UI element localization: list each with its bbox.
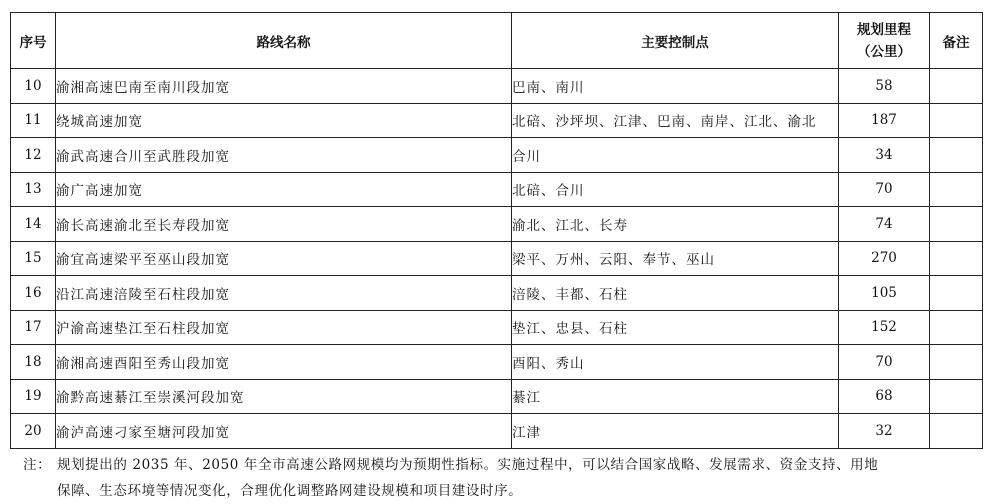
cell-remark [930,345,983,380]
cell-no: 16 [11,276,56,311]
cell-no: 20 [11,414,56,449]
cell-planned-length: 105 [839,276,930,311]
cell-remark [930,69,983,104]
cell-no: 13 [11,172,56,207]
cell-planned-length: 34 [839,138,930,173]
cell-control-points: 北碚、沙坪坝、江津、巴南、南岸、江北、渝北 [512,103,839,138]
cell-remark [930,276,983,311]
table-row [11,276,983,311]
cell-route-name: 渝长高速渝北至长寿段加宽 [56,207,512,242]
cell-remark [930,103,983,138]
table-row [11,379,983,414]
cell-route-name: 渝泸高速刁家至塘河段加宽 [56,414,512,449]
table-row [11,241,983,276]
cell-control-points: 綦江 [512,379,839,414]
table-row [11,103,983,138]
cell-remark [930,172,983,207]
cell-planned-length: 70 [839,172,930,207]
footnote-text-line2: 保障、生态环境等情况变化，合理优化调整路网建设规模和项目建设时序。 [57,483,523,499]
table-header-row [11,13,983,69]
header-control-points: 主要控制点 [512,13,839,69]
cell-control-points: 合川 [512,138,839,173]
footnote [23,452,978,504]
cell-route-name: 渝湘高速酉阳至秀山段加宽 [56,345,512,380]
header-planned-length [839,13,930,69]
header-route-name: 路线名称 [56,13,512,69]
cell-route-name: 渝宜高速梁平至巫山段加宽 [56,241,512,276]
highway-plan-table [10,12,983,449]
cell-control-points: 巴南、南川 [512,69,839,104]
header-planned-length-line2: （公里） [857,43,911,60]
cell-planned-length: 152 [839,310,930,345]
cell-planned-length: 70 [839,345,930,380]
footnote-label: 注： [23,457,52,473]
cell-route-name: 沪渝高速垫江至石柱段加宽 [56,310,512,345]
table-row [11,310,983,345]
table-body [11,69,983,449]
cell-no: 15 [11,241,56,276]
cell-control-points: 酉阳、秀山 [512,345,839,380]
table-row [11,207,983,242]
cell-remark [930,138,983,173]
cell-route-name: 绕城高速加宽 [56,103,512,138]
footnote-line1 [23,452,978,478]
cell-no: 17 [11,310,56,345]
cell-no: 12 [11,138,56,173]
cell-remark [930,241,983,276]
cell-control-points: 江津 [512,414,839,449]
cell-control-points: 渝北、江北、长寿 [512,207,839,242]
table-row [11,345,983,380]
cell-control-points: 北碚、合川 [512,172,839,207]
cell-remark [930,310,983,345]
table-row [11,172,983,207]
cell-route-name: 渝广高速加宽 [56,172,512,207]
cell-planned-length: 74 [839,207,930,242]
cell-planned-length: 32 [839,414,930,449]
cell-planned-length: 270 [839,241,930,276]
cell-remark [930,414,983,449]
cell-planned-length: 58 [839,69,930,104]
cell-no: 19 [11,379,56,414]
table-row [11,414,983,449]
cell-no: 11 [11,103,56,138]
cell-no: 14 [11,207,56,242]
cell-planned-length: 68 [839,379,930,414]
header-remark: 备注 [930,13,983,69]
cell-no: 18 [11,345,56,380]
header-no: 序号 [11,13,56,69]
header-planned-length-line1: 规划里程 [857,21,911,38]
cell-planned-length: 187 [839,103,930,138]
table-row [11,69,983,104]
cell-control-points: 垫江、忠县、石柱 [512,310,839,345]
table-row [11,138,983,173]
cell-no: 10 [11,69,56,104]
cell-remark [930,207,983,242]
cell-route-name: 渝湘高速巴南至南川段加宽 [56,69,512,104]
cell-control-points: 梁平、万州、云阳、奉节、巫山 [512,241,839,276]
cell-remark [930,379,983,414]
cell-route-name: 渝黔高速綦江至崇溪河段加宽 [56,379,512,414]
cell-route-name: 渝武高速合川至武胜段加宽 [56,138,512,173]
cell-control-points: 涪陵、丰都、石柱 [512,276,839,311]
footnote-text-line1: 规划提出的 2035 年、2050 年全市高速公路网规模均为预期性指标。实施过程中，可以结合国家战略、发展需求、资金支持、用地 [57,457,879,473]
cell-route-name: 沿江高速涪陵至石柱段加宽 [56,276,512,311]
